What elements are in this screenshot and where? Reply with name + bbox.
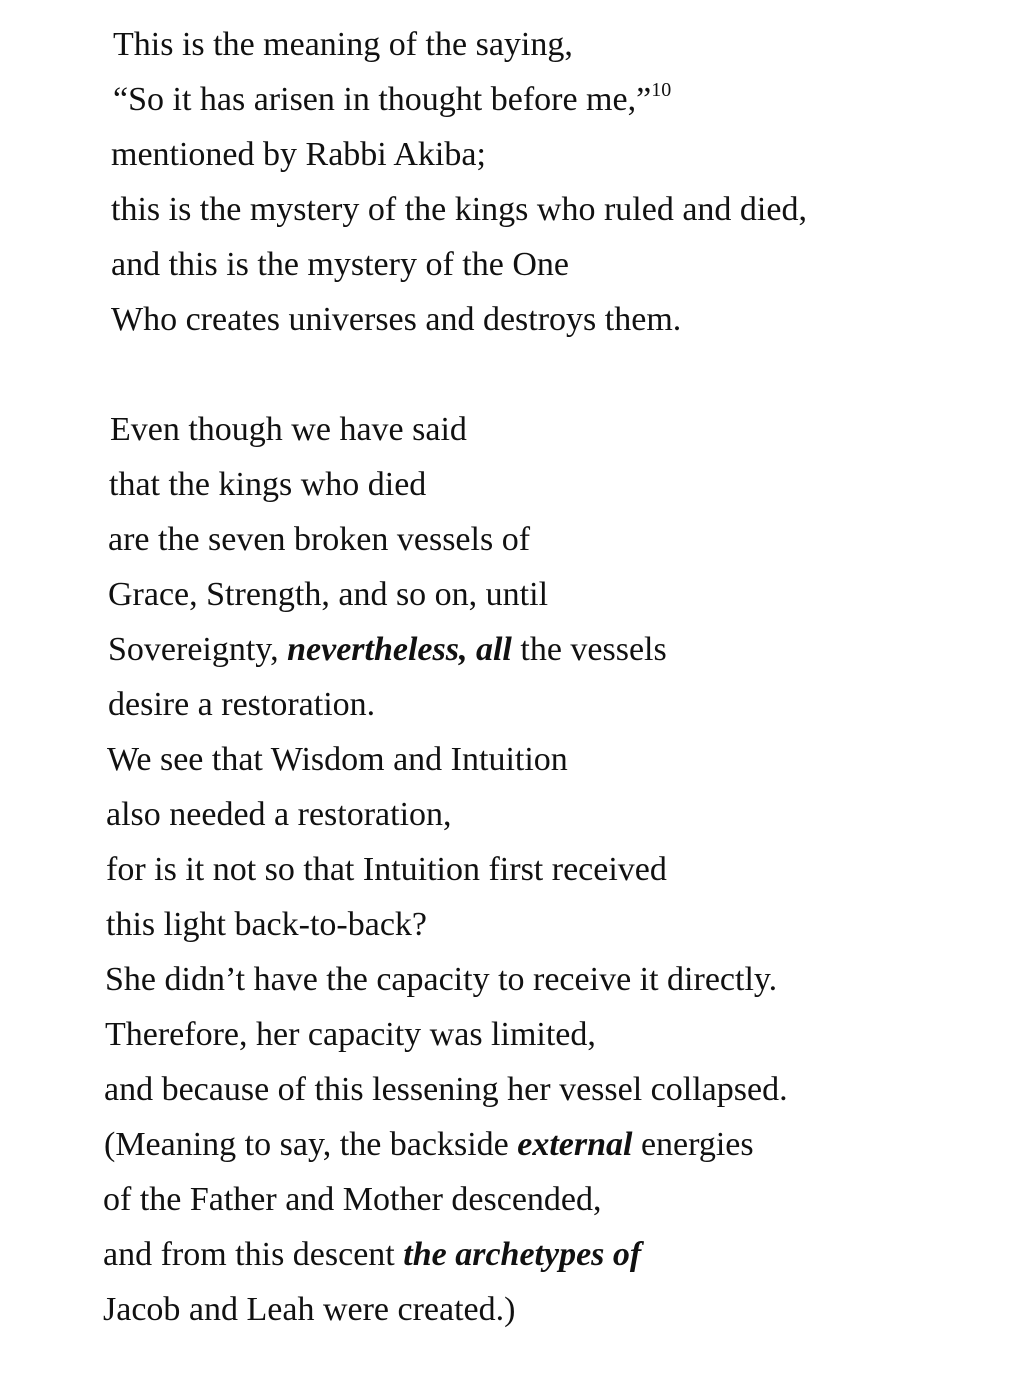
- line-text: Sovereignty,: [108, 631, 288, 668]
- text-line: [109, 465, 426, 505]
- line-text: mentioned by Rabbi Akiba;: [111, 136, 486, 173]
- text-line: [110, 410, 467, 450]
- footnote-marker: 10: [651, 79, 672, 101]
- text-line: [105, 960, 777, 1000]
- text-line: [108, 575, 548, 615]
- line-text: She didn’t have the capacity to receive it directly.: [105, 961, 778, 998]
- line-text: this light back-to-back?: [106, 906, 428, 943]
- line-text: “So it has arisen in thought before me,”: [113, 81, 652, 118]
- text-line: [107, 740, 568, 780]
- text-line: [104, 1070, 788, 1110]
- text-line: [108, 630, 667, 670]
- line-text: are the seven broken vessels of: [108, 521, 531, 558]
- text-line: [113, 25, 573, 65]
- text-line: [105, 1015, 596, 1055]
- line-text: and because of this lessening her vessel collapsed.: [104, 1071, 788, 1108]
- line-text: We see that Wisdom and Intuition: [107, 741, 568, 778]
- line-text: Even though we have said: [110, 411, 467, 448]
- text-line: [113, 80, 671, 120]
- text-line: [111, 190, 807, 230]
- line-text: this is the mystery of the kings who ruled and died,: [111, 191, 807, 228]
- line-text: Grace, Strength, and so on, until: [108, 576, 549, 613]
- text-line: [103, 1290, 515, 1330]
- line-text: This is the meaning of the saying,: [113, 26, 573, 63]
- line-text: for is it not so that Intuition first received: [106, 851, 667, 888]
- line-text: and from this descent: [103, 1236, 404, 1273]
- text-line: [104, 1125, 754, 1165]
- text-line: [103, 1235, 641, 1275]
- line-text: also needed a restoration,: [106, 796, 452, 833]
- text-line: [111, 135, 486, 175]
- text-line: [111, 245, 569, 285]
- line-text: the vessels: [511, 631, 667, 668]
- line-text: that the kings who died: [109, 466, 427, 503]
- text-line: [106, 850, 667, 890]
- text-line: [108, 685, 375, 725]
- line-text: Jacob and Leah were created.): [103, 1291, 516, 1328]
- line-text: Who creates universes and destroys them.: [111, 301, 682, 338]
- line-text: and this is the mystery of the One: [111, 246, 569, 283]
- line-text: desire a restoration.: [108, 686, 376, 723]
- text-line: [108, 520, 530, 560]
- line-text: (Meaning to say, the backside: [104, 1126, 518, 1163]
- emphasis-text: the archetypes of: [403, 1236, 642, 1273]
- line-text: Therefore, her capacity was limited,: [105, 1016, 596, 1053]
- text-line: [106, 905, 427, 945]
- text-line: [111, 300, 681, 340]
- text-line: [106, 795, 452, 835]
- emphasis-text: nevertheless, all: [287, 631, 512, 668]
- emphasis-text: external: [517, 1126, 633, 1163]
- line-text: of the Father and Mother descended,: [103, 1181, 602, 1218]
- text-line: [103, 1180, 602, 1220]
- line-text: energies: [632, 1126, 754, 1163]
